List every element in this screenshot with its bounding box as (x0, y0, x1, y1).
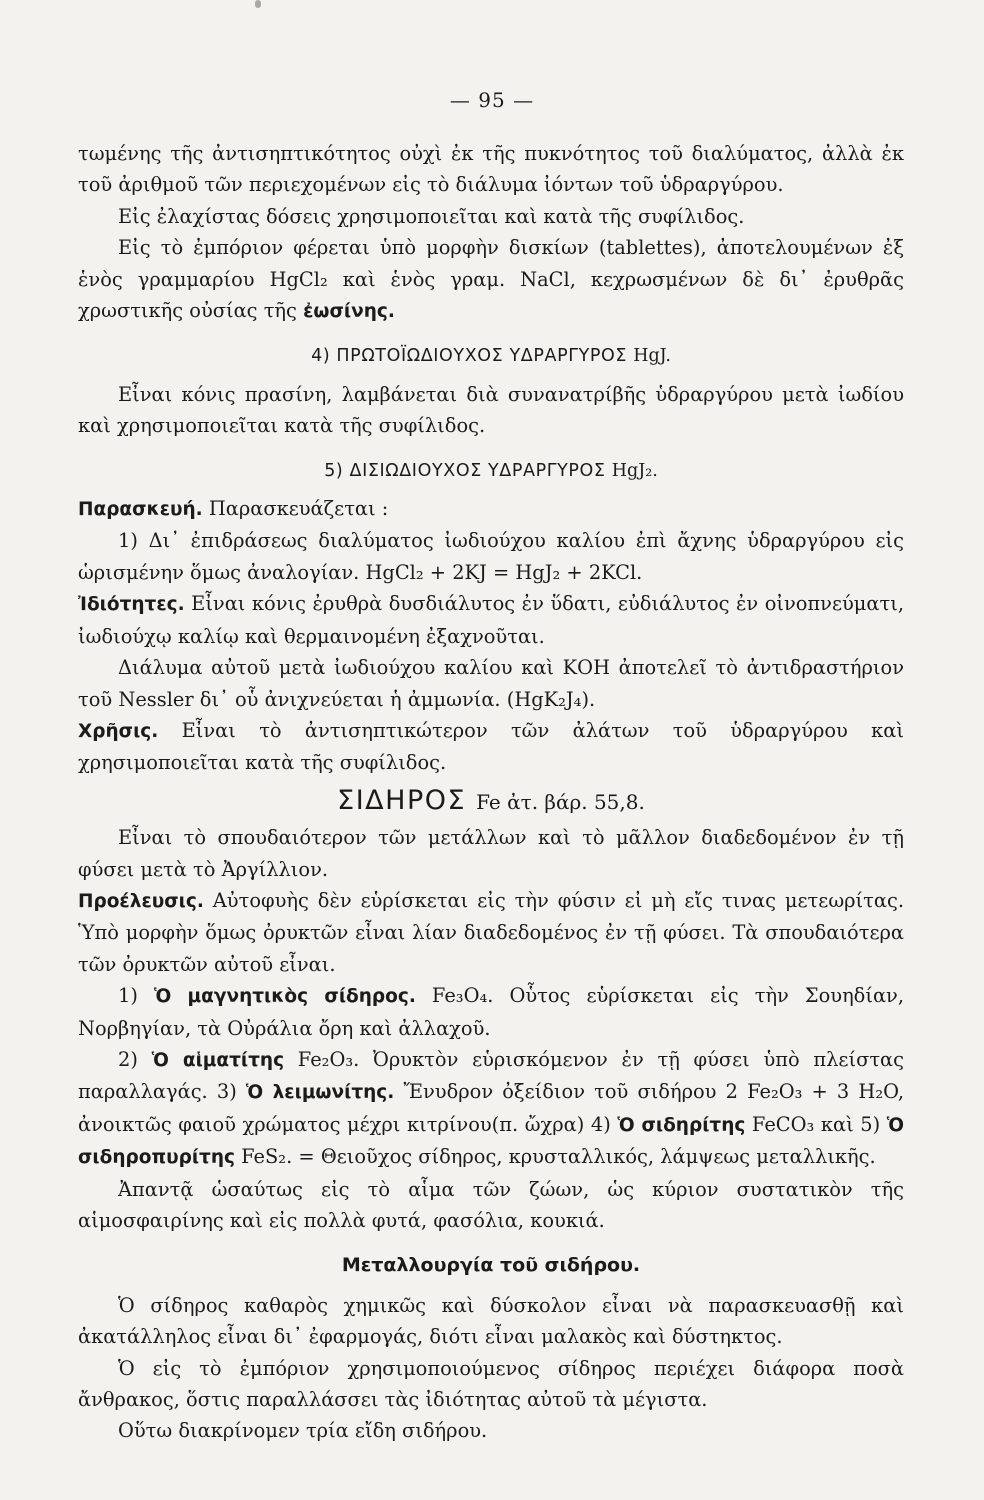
properties-label: Ἰδιότητες. (78, 594, 185, 616)
paragraph-use (78, 715, 904, 779)
preparation-text: Παρασκευάζεται : (208, 497, 389, 521)
heading-text: 5) ΔΙΣΙΩΔΙΟΥΧΟΣ ΥΔΡΑΡΓΥΡΟΣ (324, 460, 606, 481)
limonite-text: Ἔνυδρον ὀξείδιον τοῦ σιδήρου 2 Fe₂O₃ + 3 H₂O, ἀνοικτῶς φαιοῦ χρώματος μέχρι κιτρίνου(π. ὤχρα) 4) (78, 1080, 905, 1136)
use-label: Χρῆσις. (78, 720, 159, 742)
iron-title: ΣΙΔΗΡΟΣ (337, 784, 467, 816)
tablets-text: Εἰς τὸ ἐμπόριον φέρεται ὑπὸ μορφὴν δισκίων (tablettes), ἀποτελουμένων ἐξ ἑνὸς γραμμαρίου HgCl₂ καὶ ἑνὸς γραμ. NaCl, κεχρωσμένων δὲ δι᾽ ἐρυθρᾶς χρωστικῆς οὐσίας τῆς (78, 236, 904, 323)
paragraph-iron-intro: Εἶναι τὸ σπουδαιότερον τῶν μετάλλων καὶ τὸ μᾶλλον διαδεδομένον ἐν τῇ φύσει μετὰ τὸ Ἀργίλλιον. (78, 826, 904, 881)
heading-formula: HgJ. (633, 346, 671, 367)
paragraph-nessler: Διάλυμα αὐτοῦ μετὰ ἰωδιούχου καλίου καὶ ΚΟΗ ἀποτελεῖ τὸ ἀντιδραστήριον τοῦ Nessler δι᾽ οὗ ἀνιχνεύεται ἡ ἀμμωνία. (HgK₂J₄). (78, 656, 904, 711)
preparation-label: Παρασκευή. (78, 499, 203, 521)
siderite-text: FeCO₃ καὶ 5) (751, 1112, 881, 1136)
section-heading-iron (78, 785, 904, 818)
paragraph-magnetite (78, 980, 904, 1044)
pyrite-label: Ὁ σιδηροπυρίτης (78, 1114, 904, 1169)
paragraph-pure-iron: Ὁ σίδηρος καθαρὸς χημικῶς καὶ δύσκολον εἶναι νὰ παρασκευασθῇ καὶ ἀκατάλληλος εἶναι δι᾽ ἐφαρμογάς, διότι εἶναι μαλακὸς καὶ δύστηκτος. (78, 1293, 904, 1349)
paragraph-preparation-method: 1) Δι᾽ ἐπιδράσεως διαλύματος ἰωδιούχου καλίου ἐπὶ ἄχνης ὑδραργύρου εἰς ὡρισμένην ὅμως ἀναλογίαν. HgCl₂ + 2KJ = HgJ₂ + 2KCl. (78, 529, 904, 584)
section-heading-mercurous-iodide (78, 341, 904, 372)
use-text: Εἶναι τὸ ἀντισηπτικώτερον τῶν ἀλάτων τοῦ ὑδραργύρου καὶ χρησιμοποιεῖται κατὰ τῆς συφίλιδος. (78, 718, 904, 775)
paragraph-tablets (78, 232, 904, 327)
iron-formula: Fe ἀτ. βάρ. 55,8. (476, 789, 645, 814)
paragraph-green-powder: Εἶναι κόνις πρασίνη, λαμβάνεται διὰ συνανατρίβῆς ὑδραργύρου μετὰ ἰωδίου καὶ χρησιμοποιεῖται κατὰ τῆς συφίλιδος. (78, 382, 904, 438)
origin-text: Αὐτοφυὴς δὲν εὑρίσκεται εἰς τὴν φύσιν εἰ μὴ εἴς τινας μετεωρίτας. Ὑπὸ μορφὴν ὅμως ὀρυκτῶν εἶναι λίαν διαδεδομένος ἐν τῇ φύσει. Τὰ σπουδαιότερα τῶν ὀρυκτῶν αὐτοῦ εἶναι. (78, 888, 904, 976)
ore-number: 2) (118, 1047, 138, 1071)
paragraph-blood: Ἀπαντᾷ ὡσαύτως εἰς τὸ αἷμα τῶν ζώων, ὡς κύριον συστατικὸν τῆς αἱμοσφαιρίνης καὶ εἰς πολλὰ φυτά, φασόλια, κουκιά. (78, 1177, 904, 1232)
siderite-label: Ὁ σιδηρίτης (617, 1114, 746, 1136)
paragraph-other-ores (78, 1044, 904, 1174)
origin-label: Προέλευσις. (78, 890, 204, 912)
paragraph-origin (78, 885, 904, 980)
magnetite-text: Fe₃O₄. Οὗτος εὑρίσκεται εἰς τὴν Σουηδίαν, Νορβηγίαν, τὰ Οὐράλια ὄρη καὶ ἀλλαχοῦ. (78, 984, 905, 1040)
hematite-label: Ὁ αἱματίτης (151, 1049, 285, 1071)
limonite-label: Ὁ λειμωνίτης. (245, 1082, 395, 1104)
heading-text: 4) ΠΡΩΤΟΪΩΔΙΟΥΧΟΣ ΥΔΡΑΡΓΥΡΟΣ (311, 346, 628, 367)
paragraph-properties (78, 588, 904, 652)
paragraph-three-kinds: Οὕτω διακρίνομεν τρία εἴδη σιδήρου. (118, 1419, 488, 1443)
page-number: — 95 — (449, 88, 535, 112)
section-heading-metallurgy: Μεταλλουργία τοῦ σιδήρου. (341, 1254, 641, 1277)
pyrite-text: FeS₂. = Θειοῦχος σίδηρος, κρυσταλλικός, λάμψεως μεταλλικῆς. (241, 1145, 876, 1169)
paragraph-commercial-iron: Ὁ εἰς τὸ ἐμπόριον χρησιμοποιούμενος σίδηρος περιέχει διάφορα ποσὰ ἄνθρακος, ὅστις παραλλάσσει τὰς ἰδιότητας αὐτοῦ τὰ μέγιστα. (78, 1356, 904, 1412)
section-heading-mercuric-iodide (78, 456, 904, 487)
ink-speck (255, 0, 261, 8)
eosin-term: ἐωσίνης. (303, 301, 395, 323)
paragraph-antiseptic-continuation: τωμένης τῆς ἀντισηπτικότητος οὐχὶ ἐκ τῆς πυκνότητος τοῦ διαλύματος, ἀλλὰ ἐκ τοῦ ἀριθμοῦ τῶν περιεχομένων εἰς τὸ διάλυμα ἰόντων τοῦ ὑδραργύρου. (78, 142, 904, 197)
magnetite-label: Ὁ μαγνητικὸς σίδηρος. (153, 986, 416, 1008)
properties-text: Εἶναι κόνις ἐρυθρὰ δυσδιάλυτος ἐν ὕδατι, εὐδιάλυτος ἐν οἰνοπνεύματι, ἰωδιούχῳ καλίῳ καὶ θερμαινομένη ἐξαχνοῦται. (78, 592, 904, 648)
paragraph-preparation-lead (78, 493, 904, 525)
page-body (78, 138, 904, 1447)
heading-formula: HgJ₂. (611, 460, 658, 481)
paragraph-small-doses: Εἰς ἐλαχίστας δόσεις χρησιμοποιεῖται καὶ κατὰ τῆς συφίλιδος. (118, 204, 745, 228)
ore-number: 1) (118, 984, 138, 1008)
hematite-text: Fe₂O₃. Ὀρυκτὸν εὑρισκόμενον ἐν τῇ φύσει ὑπὸ πλείστας παραλλαγάς. 3) (78, 1047, 904, 1104)
